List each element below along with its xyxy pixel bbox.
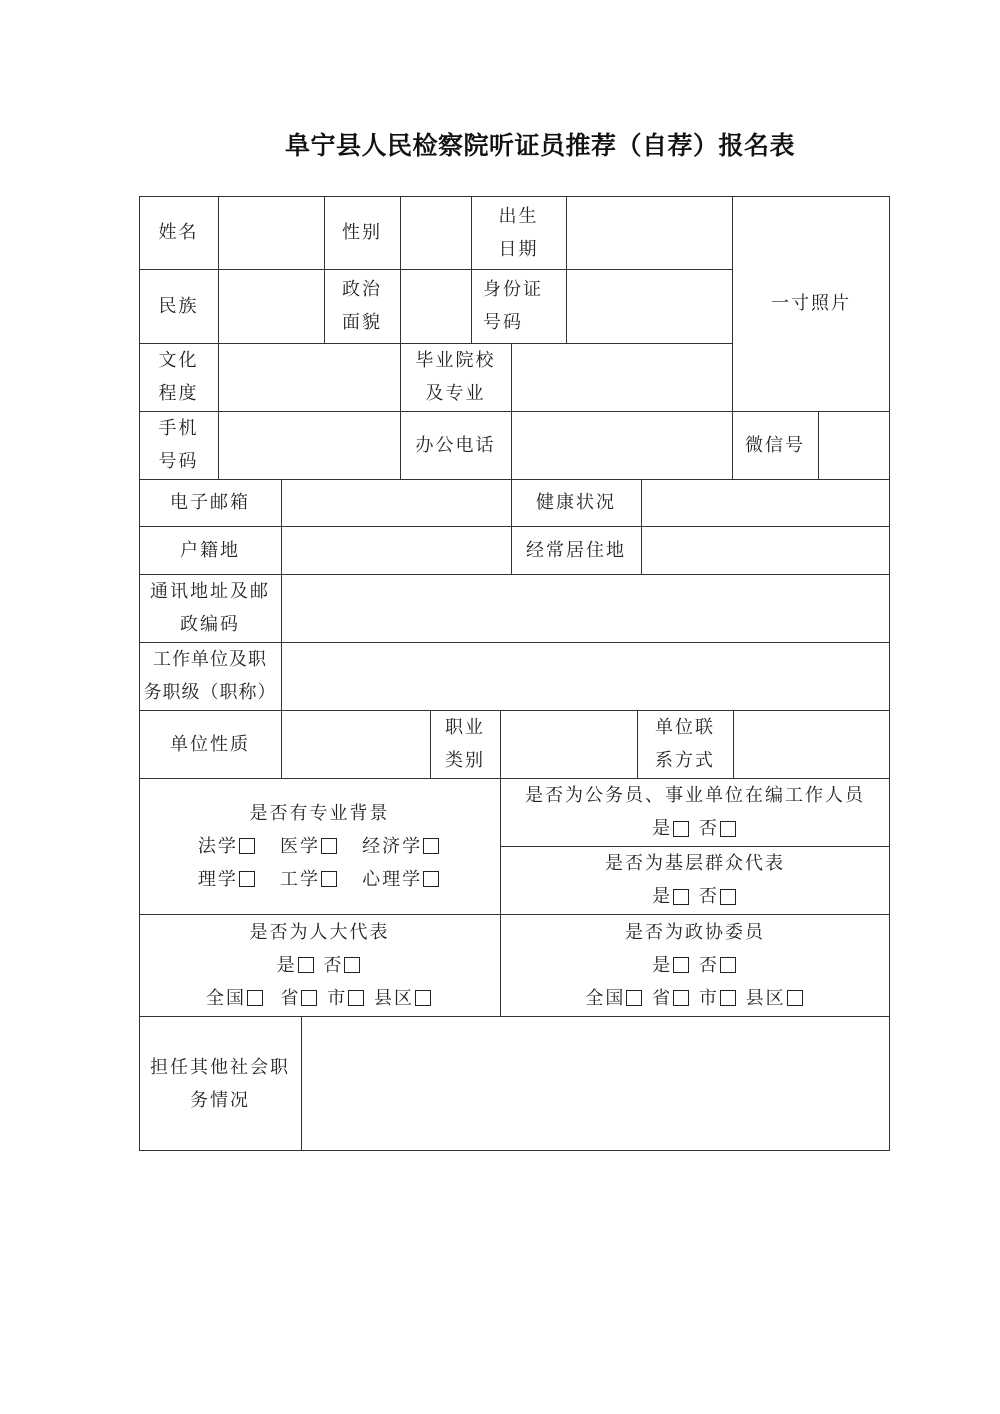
npc-county-checkbox[interactable] <box>415 990 431 1006</box>
civil-servant-title: 是否为公务员、事业单位在编工作人员 <box>525 785 865 806</box>
medicine-checkbox[interactable] <box>321 838 337 854</box>
science-checkbox[interactable] <box>239 871 255 887</box>
label-email: 电子邮箱 <box>170 492 250 513</box>
label-unit-nature: 单位性质 <box>170 733 250 755</box>
medicine-option[interactable]: 医学 <box>280 830 339 863</box>
science-option[interactable]: 理学 <box>198 863 257 896</box>
label-birth-date: 出生 日期 <box>498 205 539 260</box>
cppcc-no-checkbox[interactable] <box>720 957 736 973</box>
education-field[interactable] <box>218 343 400 411</box>
cppcc-title: 是否为政协委员 <box>625 921 765 943</box>
cppcc-no[interactable]: 否 <box>699 949 738 982</box>
engineering-checkbox[interactable] <box>321 871 337 887</box>
school-major-field[interactable] <box>511 343 732 411</box>
npc-city-checkbox[interactable] <box>348 990 364 1006</box>
engineering-option[interactable]: 工学 <box>280 863 339 896</box>
label-unit-contact: 单位联 系方式 <box>655 717 715 771</box>
cppcc-yes-checkbox[interactable] <box>673 957 689 973</box>
cppcc-province-checkbox[interactable] <box>673 990 689 1006</box>
cppcc-section <box>500 914 890 1016</box>
grassroots-title: 是否为基层群众代表 <box>605 853 785 874</box>
wechat-field[interactable] <box>818 411 890 479</box>
npc-section <box>139 914 500 1016</box>
photo-slot[interactable]: 一寸照片 <box>771 293 851 314</box>
residence-field[interactable] <box>641 526 890 574</box>
label-wechat: 微信号 <box>745 434 805 456</box>
political-status-field[interactable] <box>400 269 471 343</box>
professional-row-2 <box>198 863 441 896</box>
professional-background-section <box>139 778 500 914</box>
label-education: 文化 程度 <box>158 350 199 404</box>
label-other-roles: 担任其他社会职 务情况 <box>150 1056 290 1111</box>
grassroots-no[interactable]: 否 <box>699 880 738 913</box>
label-ethnicity: 民族 <box>158 295 199 317</box>
npc-no[interactable]: 否 <box>323 949 362 982</box>
ethnicity-field[interactable] <box>218 269 324 343</box>
label-health: 健康状况 <box>536 492 616 513</box>
address-field[interactable] <box>281 574 890 642</box>
npc-options <box>277 949 363 982</box>
label-work-unit: 工作单位及职 务职级（职称） <box>143 649 277 703</box>
gender-field[interactable] <box>400 196 471 269</box>
cppcc-level-national[interactable]: 全国 <box>585 982 644 1015</box>
cppcc-city-checkbox[interactable] <box>720 990 736 1006</box>
unit-contact-field[interactable] <box>733 710 890 778</box>
npc-national-checkbox[interactable] <box>247 990 263 1006</box>
work-unit-field[interactable] <box>281 642 890 710</box>
law-option[interactable]: 法学 <box>198 830 257 863</box>
id-number-field[interactable] <box>566 269 732 343</box>
label-id-number: 身份证 号码 <box>483 279 543 333</box>
npc-level-province[interactable]: 省 <box>280 982 319 1015</box>
cppcc-options <box>652 949 738 982</box>
cppcc-county-checkbox[interactable] <box>787 990 803 1006</box>
npc-level-city[interactable]: 市 <box>327 982 366 1015</box>
civil-servant-options <box>652 812 738 845</box>
label-job-category: 职业 类别 <box>445 717 485 771</box>
npc-level-national[interactable]: 全国 <box>206 982 265 1015</box>
label-residence: 经常居住地 <box>526 539 626 561</box>
office-phone-field[interactable] <box>511 411 732 479</box>
civil-servant-no-checkbox[interactable] <box>720 821 736 837</box>
grassroots-section <box>500 846 890 914</box>
cppcc-levels <box>585 982 804 1015</box>
label-address: 通讯地址及邮 政编码 <box>150 581 270 635</box>
cppcc-level-city[interactable]: 市 <box>699 982 738 1015</box>
npc-yes[interactable]: 是 <box>277 949 316 982</box>
hukou-field[interactable] <box>281 526 511 574</box>
psychology-option[interactable]: 心理学 <box>362 863 441 896</box>
economics-checkbox[interactable] <box>423 838 439 854</box>
cppcc-national-checkbox[interactable] <box>626 990 642 1006</box>
label-mobile: 手机 号码 <box>158 418 199 472</box>
cppcc-level-county[interactable]: 县区 <box>746 982 805 1015</box>
other-roles-field[interactable] <box>301 1016 890 1151</box>
npc-province-checkbox[interactable] <box>301 990 317 1006</box>
npc-title: 是否为人大代表 <box>249 921 390 943</box>
economics-option[interactable]: 经济学 <box>362 830 441 863</box>
npc-yes-checkbox[interactable] <box>298 957 314 973</box>
civil-servant-no[interactable]: 否 <box>699 812 738 845</box>
grassroots-yes-checkbox[interactable] <box>673 889 689 905</box>
civil-servant-yes-checkbox[interactable] <box>673 821 689 837</box>
label-office-phone: 办公电话 <box>415 434 496 456</box>
unit-nature-field[interactable] <box>281 710 430 778</box>
email-field[interactable] <box>281 479 511 526</box>
civil-servant-section <box>500 778 890 846</box>
cppcc-yes[interactable]: 是 <box>652 949 691 982</box>
civil-servant-yes[interactable]: 是 <box>652 812 691 845</box>
professional-background-title: 是否有专业背景 <box>249 802 390 824</box>
label-hukou: 户籍地 <box>180 539 240 561</box>
job-category-field[interactable] <box>500 710 637 778</box>
npc-levels <box>206 982 433 1015</box>
law-checkbox[interactable] <box>239 838 255 854</box>
mobile-field[interactable] <box>218 411 400 479</box>
label-political-status: 政治 面貌 <box>342 279 382 333</box>
health-field[interactable] <box>641 479 890 526</box>
psychology-checkbox[interactable] <box>423 871 439 887</box>
name-field[interactable] <box>218 196 324 269</box>
form-title: 阜宁县人民检察院听证员推荐（自荐）报名表 <box>284 131 795 160</box>
grassroots-yes[interactable]: 是 <box>652 880 691 913</box>
npc-no-checkbox[interactable] <box>344 957 360 973</box>
npc-level-county[interactable]: 县区 <box>374 982 433 1015</box>
professional-row-1 <box>198 830 441 863</box>
label-name: 姓名 <box>158 222 199 243</box>
grassroots-no-checkbox[interactable] <box>720 889 736 905</box>
birth-date-field[interactable] <box>566 196 732 269</box>
label-school-major: 毕业院校 及专业 <box>415 350 496 404</box>
cppcc-level-province[interactable]: 省 <box>652 982 691 1015</box>
label-gender: 性别 <box>342 222 382 243</box>
grassroots-options <box>652 880 738 913</box>
